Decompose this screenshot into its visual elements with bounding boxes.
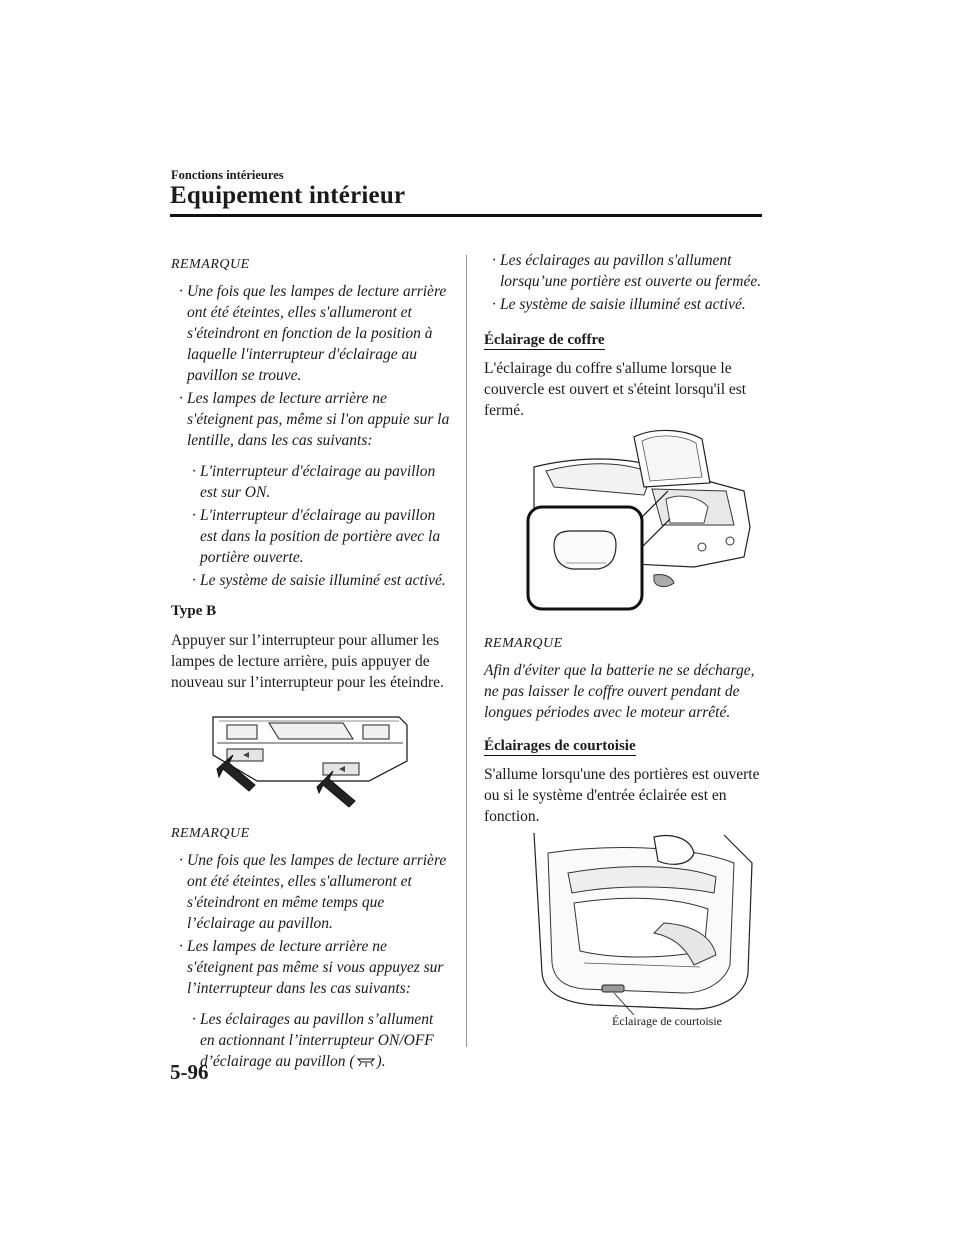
note-subbullet: · L'interrupteur d'éclairage au pavillon est dans la position de portière avec la portière ouverte. [192, 507, 441, 566]
section-heading-type-b: Type B [171, 603, 217, 619]
title-rule [170, 214, 762, 217]
note-bullet: · Les lampes de lecture arrière ne s'éteignent pas même si vous appuyez sur l’interrupteur dans les cas suivants: [179, 938, 444, 997]
section-heading-courtoisie: Éclairages de courtoisie [484, 738, 636, 754]
type-b-paragraph: Appuyer sur l’interrupteur pour allumer les lampes de lecture arrière, puis appuyer de nouveau sur l’interrupteur pour les éteindre. [171, 632, 444, 691]
column-divider [466, 255, 467, 1047]
note-text: Afin d'éviter que la batterie ne se décharge, ne pas laisser le coffre ouvert pendant de longues périodes avec le moteur arrêté. [484, 662, 755, 721]
trunk-light-illustration [494, 427, 764, 627]
note-bullet: · Le système de saisie illuminé est activé. [492, 296, 746, 313]
dome-light-icon [355, 1055, 377, 1069]
right-column [484, 250, 764, 1032]
note-heading: REMARQUE [171, 826, 250, 841]
section-label: Fonctions intérieures [171, 168, 284, 182]
page-title: Equipement intérieur [170, 182, 406, 209]
section-heading-coffre: Éclairage de coffre [484, 332, 605, 348]
note-subbullet: · Les éclairages au pavillon s’allument en actionnant l’interrupteur ON/OFF d’éclairage au pavillon ( ). [192, 1011, 434, 1070]
note-subbullet: · L'interrupteur d'éclairage au pavillon est sur ON. [192, 463, 436, 501]
note-bullet: · Une fois que les lampes de lecture arrière ont été éteintes, elles s'allumeront et s'éteindront en fonction de la position à laquelle l'interrupteur d'éclairage au pavillon se trouve. [179, 283, 447, 384]
courtoisie-paragraph: S'allume lorsqu'une des portières est ouverte ou si le système d'entrée éclairée est en fonction. [484, 766, 760, 825]
courtesy-light-illustration [494, 833, 764, 1015]
note-bullet: · Les éclairages au pavillon s'allument lorsqu’une portière est ouverte ou fermée. [492, 252, 762, 290]
left-column [171, 250, 451, 1074]
note-bullet: · Une fois que les lampes de lecture arrière ont été éteintes, elles s'allumeront et s'éteindront en même temps que l’éclairage au pavillon. [179, 852, 447, 932]
page-number: 5-96 [170, 1060, 209, 1084]
coffre-paragraph: L'éclairage du coffre s'allume lorsque le couvercle est ouvert et s'éteint lorsqu'il est fermé. [484, 360, 747, 419]
reading-lamp-illustration [171, 699, 451, 811]
note-bullet: · Les lampes de lecture arrière ne s'éteignent pas, même si l'on appuie sur la lentille, dans les cas suivants: [179, 390, 450, 449]
note-heading: REMARQUE [484, 636, 563, 651]
figure-caption: Éclairage de courtoisie [612, 1014, 722, 1028]
note-heading: REMARQUE [171, 257, 250, 272]
note-subbullet: · Le système de saisie illuminé est activé. [192, 572, 446, 589]
